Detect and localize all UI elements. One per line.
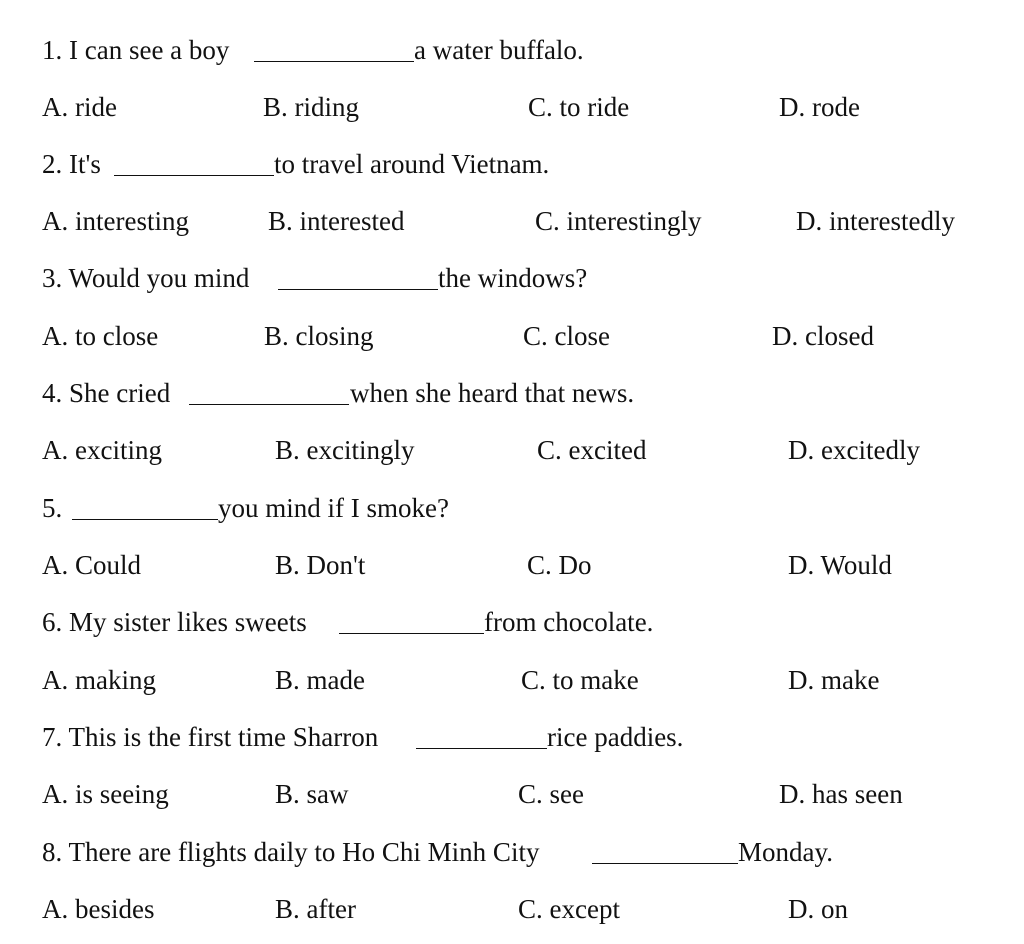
question-7-option-c: C. see (518, 779, 584, 809)
question-6-stem-after: from chocolate. (484, 607, 654, 637)
question-3-option-d: D. closed (772, 321, 874, 351)
question-3-option-a: A. to close (42, 321, 159, 351)
question-1-stem-before: 1. I can see a boy (42, 35, 230, 65)
question-7-stem-before: 7. This is the first time Sharron (42, 722, 379, 752)
question-2-stem-before: 2. It's (42, 149, 101, 179)
question-5-stem-after: you mind if I smoke? (218, 493, 449, 523)
question-6-options (0, 660, 1024, 700)
question-1-stem-after: a water buffalo. (414, 35, 584, 65)
question-2-option-c: C. interestingly (535, 206, 702, 236)
question-6-option-c: C. to make (521, 665, 639, 695)
question-6 (0, 602, 1024, 642)
question-4-stem-after: when she heard that news. (350, 378, 635, 408)
question-5-options (0, 545, 1024, 585)
question-4-blank (189, 365, 349, 405)
question-4-option-b: B. excitingly (275, 435, 415, 465)
question-7-blank (416, 709, 547, 749)
question-7-option-b: B. saw (275, 779, 349, 809)
question-5 (0, 488, 1024, 528)
question-8-stem-after: Monday. (738, 837, 833, 867)
question-5-option-a: A. Could (42, 550, 142, 580)
question-4-option-c: C. excited (537, 435, 647, 465)
question-1 (0, 30, 1024, 70)
question-1-option-b: B. riding (263, 92, 360, 122)
question-8-options (0, 889, 1024, 929)
question-5-option-b: B. Don't (275, 550, 366, 580)
question-4-options (0, 430, 1024, 470)
question-6-stem-before: 6. My sister likes sweets (42, 607, 307, 637)
question-8-option-c: C. except (518, 894, 620, 924)
question-5-stem-before: 5. (42, 493, 63, 523)
question-1-blank (254, 22, 414, 62)
question-6-option-a: A. making (42, 665, 156, 695)
question-8-blank (592, 824, 738, 864)
question-2-option-b: B. interested (268, 206, 405, 236)
question-3-stem-after: the windows? (438, 263, 588, 293)
question-2-options (0, 201, 1024, 241)
question-8-option-b: B. after (275, 894, 356, 924)
question-2-option-a: A. interesting (42, 206, 189, 236)
question-2-blank (114, 136, 274, 176)
question-4-stem-before: 4. She cried (42, 378, 171, 408)
question-2-option-d: D. interestedly (796, 206, 955, 236)
question-5-option-c: C. Do (527, 550, 592, 580)
question-7 (0, 717, 1024, 757)
question-8-option-a: A. besides (42, 894, 155, 924)
question-5-option-d: D. Would (788, 550, 892, 580)
question-7-option-d: D. has seen (779, 779, 903, 809)
question-4-option-a: A. exciting (42, 435, 162, 465)
question-1-option-d: D. rode (779, 92, 860, 122)
question-8-option-d: D. on (788, 894, 848, 924)
question-3-stem-before: 3. Would you mind (42, 263, 250, 293)
question-3-blank (278, 250, 438, 290)
question-6-blank (339, 594, 484, 634)
question-5-blank (72, 480, 218, 520)
question-2-stem-after: to travel around Vietnam. (274, 149, 550, 179)
question-6-option-d: D. make (788, 665, 880, 695)
question-8-stem-before: 8. There are flights daily to Ho Chi Minh City (42, 837, 540, 867)
question-6-option-b: B. made (275, 665, 365, 695)
question-3-option-b: B. closing (264, 321, 374, 351)
question-4-option-d: D. excitedly (788, 435, 920, 465)
question-4 (0, 373, 1024, 413)
question-8 (0, 832, 1024, 872)
question-7-stem-after: rice paddies. (547, 722, 684, 752)
question-1-option-a: A. ride (42, 92, 117, 122)
question-3 (0, 258, 1024, 298)
question-2 (0, 144, 1024, 184)
question-3-options (0, 316, 1024, 356)
question-1-options (0, 87, 1024, 127)
question-1-option-c: C. to ride (528, 92, 630, 122)
question-7-options (0, 774, 1024, 814)
question-3-option-c: C. close (523, 321, 610, 351)
question-7-option-a: A. is seeing (42, 779, 169, 809)
